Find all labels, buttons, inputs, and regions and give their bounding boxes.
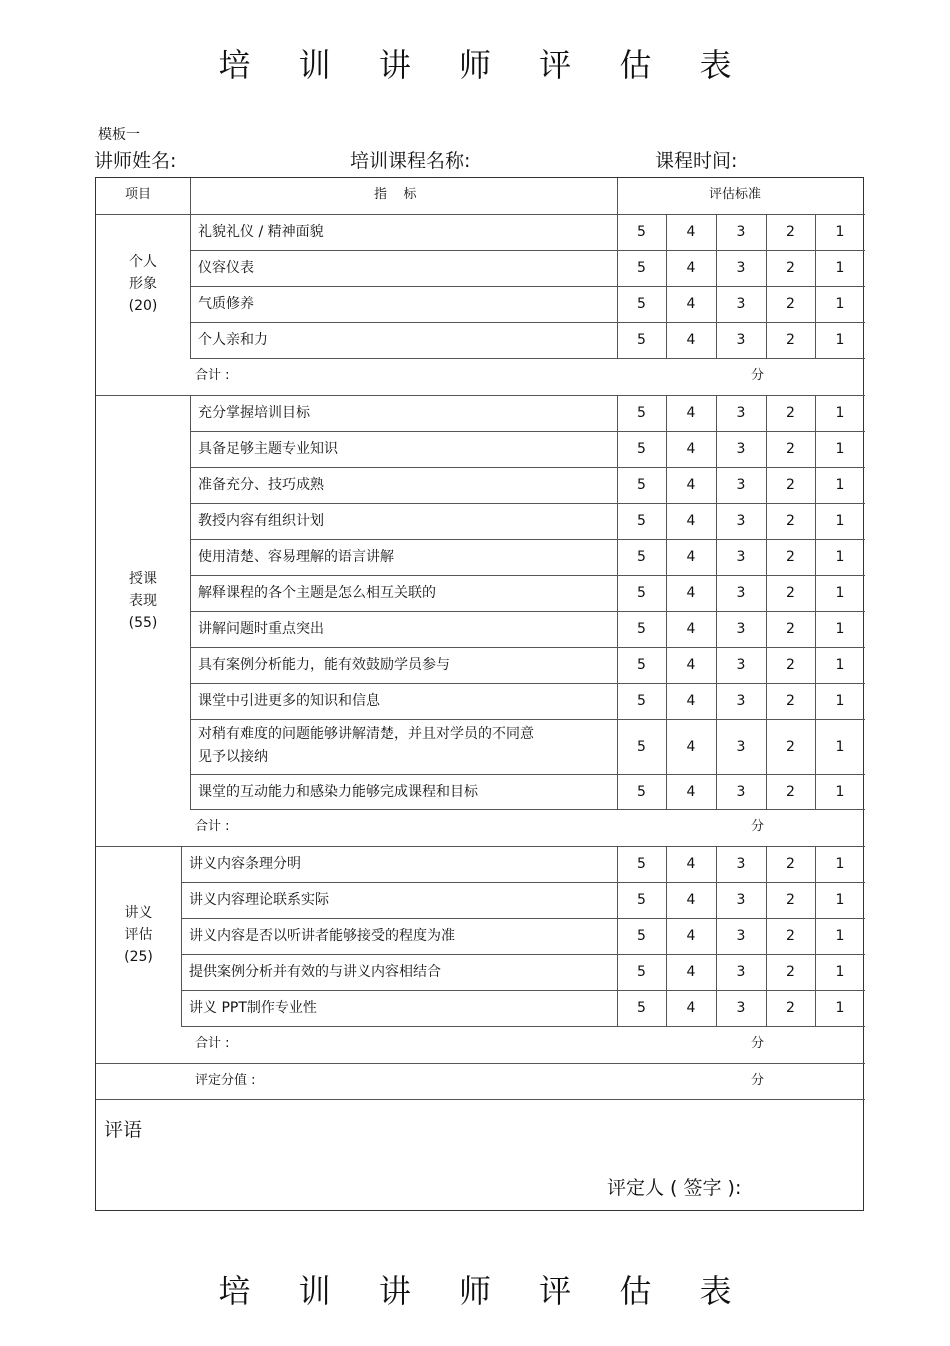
score-option: 4 — [686, 783, 696, 800]
score-option: 2 — [786, 928, 795, 944]
score-option: 4 — [686, 856, 696, 872]
score-option: 3 — [736, 621, 746, 637]
score-option: 1 — [835, 928, 845, 944]
score-option: 2 — [786, 224, 795, 240]
row-rule — [181, 954, 865, 955]
score-option: 4 — [686, 928, 696, 944]
score-option: 2 — [786, 1000, 795, 1016]
subtotal-rule — [96, 395, 865, 396]
final-score-label: 评定分值 : — [195, 1073, 256, 1088]
category-label: 授课 — [129, 571, 157, 587]
page-title-repeat: 培 训 讲 师 评 估 表 — [218, 1272, 751, 1310]
score-option: 4 — [686, 332, 696, 348]
row-rule — [181, 918, 865, 919]
score-option: 1 — [835, 332, 845, 348]
indicator-text: 个人亲和力 — [198, 332, 268, 348]
category-label: 表现 — [129, 593, 157, 609]
score-option: 5 — [637, 260, 646, 276]
indicator-text: 使用清楚、容易理解的语言讲解 — [198, 549, 394, 565]
score-option: 5 — [637, 585, 646, 601]
row-rule — [190, 358, 865, 359]
score-option: 5 — [637, 332, 646, 348]
score-option: 4 — [686, 1000, 696, 1016]
score-option: 2 — [786, 621, 795, 637]
score-option: 3 — [736, 783, 746, 800]
score-option: 3 — [736, 928, 746, 944]
score-option: 3 — [736, 513, 746, 529]
score-option: 1 — [835, 693, 845, 709]
score-option: 1 — [835, 260, 845, 276]
indicator-text: 气质修养 — [198, 296, 254, 312]
subtotal-label: 合计 : — [195, 1036, 230, 1051]
header-col-rule — [190, 178, 191, 214]
indicator-text: 解释课程的各个主题是怎么相互关联的 — [198, 585, 436, 601]
header-rule — [96, 214, 865, 215]
course-name-label: 培训课程名称: — [350, 150, 471, 172]
score-option: 1 — [835, 585, 845, 601]
score-option: 5 — [637, 477, 646, 493]
score-option: 4 — [686, 477, 696, 493]
indicator-text: 讲义内容条理分明 — [189, 856, 301, 872]
score-option: 1 — [835, 657, 845, 673]
score-option: 3 — [736, 585, 746, 601]
score-option: 2 — [786, 477, 795, 493]
row-rule — [190, 286, 865, 287]
indicator-text: 仪容仪表 — [198, 260, 254, 276]
row-rule — [190, 809, 865, 810]
category-label: 个人 — [129, 254, 157, 270]
score-option: 4 — [686, 657, 696, 673]
score-option: 3 — [736, 296, 746, 312]
indicator-text: 见予以接纳 — [198, 749, 268, 765]
score-option: 3 — [736, 477, 746, 493]
score-option: 3 — [736, 738, 746, 755]
score-option: 5 — [637, 1000, 646, 1016]
indicator-text: 讲解问题时重点突出 — [198, 621, 324, 637]
category-label: 评估 — [124, 927, 153, 943]
row-rule — [190, 647, 865, 648]
indicator-text: 具有案例分析能力，能有效鼓励学员参与 — [198, 657, 450, 673]
indicator-text: 充分掌握培训目标 — [198, 405, 310, 421]
score-option: 3 — [736, 224, 746, 240]
score-option: 4 — [686, 405, 696, 421]
score-option: 4 — [686, 964, 696, 980]
category-col-rule — [181, 846, 182, 1026]
row-rule — [190, 611, 865, 612]
score-option: 1 — [835, 964, 845, 980]
remarks-label: 评语 — [104, 1119, 143, 1141]
score-option: 5 — [637, 964, 646, 980]
score-option: 2 — [786, 892, 795, 908]
score-option: 1 — [835, 513, 845, 529]
score-option: 5 — [637, 513, 646, 529]
category-label: 形象 — [129, 276, 157, 292]
score-option: 3 — [736, 549, 746, 565]
score-option: 3 — [736, 1000, 746, 1016]
score-option: 5 — [637, 621, 646, 637]
indicator-text: 准备充分、技巧成熟 — [198, 477, 324, 493]
row-rule — [190, 467, 865, 468]
subtotal-unit: 分 — [751, 819, 765, 834]
row-rule — [181, 1026, 865, 1027]
score-option: 1 — [835, 783, 845, 800]
score-option: 4 — [686, 892, 696, 908]
score-option: 1 — [835, 441, 845, 457]
score-option: 2 — [786, 549, 795, 565]
category-label: (20) — [128, 298, 158, 314]
score-option: 2 — [786, 783, 795, 800]
score-option: 3 — [736, 964, 746, 980]
score-option: 2 — [786, 856, 795, 872]
row-rule — [190, 575, 865, 576]
score-option: 3 — [736, 856, 746, 872]
subtotal-unit: 分 — [751, 368, 765, 383]
score-option: 4 — [686, 738, 696, 755]
score-option: 3 — [736, 441, 746, 457]
subtotal-rule — [96, 1063, 865, 1064]
row-rule — [190, 539, 865, 540]
final-rule — [96, 1099, 865, 1100]
score-option: 2 — [786, 441, 795, 457]
score-option: 3 — [736, 332, 746, 348]
score-option: 1 — [835, 549, 845, 565]
row-rule — [181, 990, 865, 991]
indicator-text: 教授内容有组织计划 — [198, 513, 324, 529]
score-option: 2 — [786, 964, 795, 980]
column-header-item: 项目 — [125, 187, 152, 202]
score-option: 1 — [835, 224, 845, 240]
score-option: 5 — [637, 783, 646, 800]
indicator-text: 讲义内容是否以听讲者能够接受的程度为准 — [189, 928, 455, 944]
score-option: 2 — [786, 296, 795, 312]
signer-label: 评定人 ( 签字 ): — [607, 1177, 742, 1199]
score-option: 5 — [637, 224, 646, 240]
score-option: 4 — [686, 260, 696, 276]
category-label: (55) — [128, 615, 158, 631]
score-option: 5 — [637, 928, 646, 944]
evaluation-table — [95, 177, 864, 1211]
row-rule — [190, 503, 865, 504]
indicator-text: 课堂中引进更多的知识和信息 — [198, 693, 380, 709]
row-rule — [190, 322, 865, 323]
column-header-indicator: 指 标 — [374, 187, 417, 202]
page-title: 培 训 讲 师 评 估 表 — [218, 46, 751, 84]
indicator-text: 提供案例分析并有效的与讲义内容相结合 — [189, 964, 441, 980]
subtotal-label: 合计 : — [195, 368, 230, 383]
score-option: 5 — [637, 296, 646, 312]
score-option: 5 — [637, 405, 646, 421]
score-option: 5 — [637, 738, 646, 755]
score-option: 1 — [835, 892, 845, 908]
score-option: 1 — [835, 621, 845, 637]
header-col-rule — [617, 178, 618, 214]
indicator-text: 课堂的互动能力和感染力能够完成课程和目标 — [198, 784, 478, 800]
final-score-unit: 分 — [751, 1073, 765, 1088]
indicator-text: 讲义 PPT制作专业性 — [189, 1000, 317, 1016]
row-rule — [190, 431, 865, 432]
score-option: 2 — [786, 260, 795, 276]
row-rule — [190, 683, 865, 684]
score-option: 3 — [736, 260, 746, 276]
indicator-text: 礼貌礼仪 / 精神面貌 — [198, 224, 324, 240]
score-option: 4 — [686, 621, 696, 637]
score-option: 3 — [736, 657, 746, 673]
category-col-rule — [190, 395, 191, 809]
score-option: 1 — [835, 738, 845, 755]
score-option: 4 — [686, 513, 696, 529]
score-option: 5 — [637, 892, 646, 908]
score-option: 3 — [736, 892, 746, 908]
score-option: 2 — [786, 513, 795, 529]
score-option: 2 — [786, 657, 795, 673]
score-option: 4 — [686, 549, 696, 565]
score-option: 1 — [835, 477, 845, 493]
score-option: 5 — [637, 549, 646, 565]
indicator-text: 对稍有难度的问题能够讲解清楚，并且对学员的不同意 — [198, 726, 534, 742]
row-rule — [181, 882, 865, 883]
score-option: 2 — [786, 693, 795, 709]
course-time-label: 课程时间: — [655, 150, 738, 172]
score-option: 3 — [736, 405, 746, 421]
category-label: (25) — [124, 949, 153, 965]
score-option: 2 — [786, 332, 795, 348]
subtotal-label: 合计 : — [195, 819, 230, 834]
template-label: 模板一 — [98, 127, 140, 143]
score-option: 2 — [786, 585, 795, 601]
score-option: 5 — [637, 657, 646, 673]
score-option: 1 — [835, 1000, 845, 1016]
score-option: 2 — [786, 405, 795, 421]
score-option: 4 — [686, 585, 696, 601]
score-option: 1 — [835, 405, 845, 421]
row-rule — [190, 250, 865, 251]
score-option: 5 — [637, 693, 646, 709]
row-rule — [190, 719, 865, 720]
score-option: 5 — [637, 441, 646, 457]
row-rule — [190, 774, 865, 775]
score-option: 4 — [686, 441, 696, 457]
score-option: 1 — [835, 856, 845, 872]
score-option: 3 — [736, 693, 746, 709]
column-header-standard: 评估标准 — [709, 187, 762, 202]
score-option: 2 — [786, 738, 795, 755]
indicator-text: 具备足够主题专业知识 — [198, 441, 338, 457]
subtotal-rule — [96, 846, 865, 847]
score-option: 4 — [686, 693, 696, 709]
score-option: 4 — [686, 296, 696, 312]
score-option: 5 — [637, 856, 646, 872]
score-option: 4 — [686, 224, 696, 240]
category-label: 讲义 — [124, 905, 153, 921]
indicator-text: 讲义内容理论联系实际 — [189, 892, 329, 908]
instructor-name-label: 讲师姓名: — [94, 150, 177, 172]
subtotal-unit: 分 — [751, 1036, 765, 1051]
score-option: 1 — [835, 296, 845, 312]
